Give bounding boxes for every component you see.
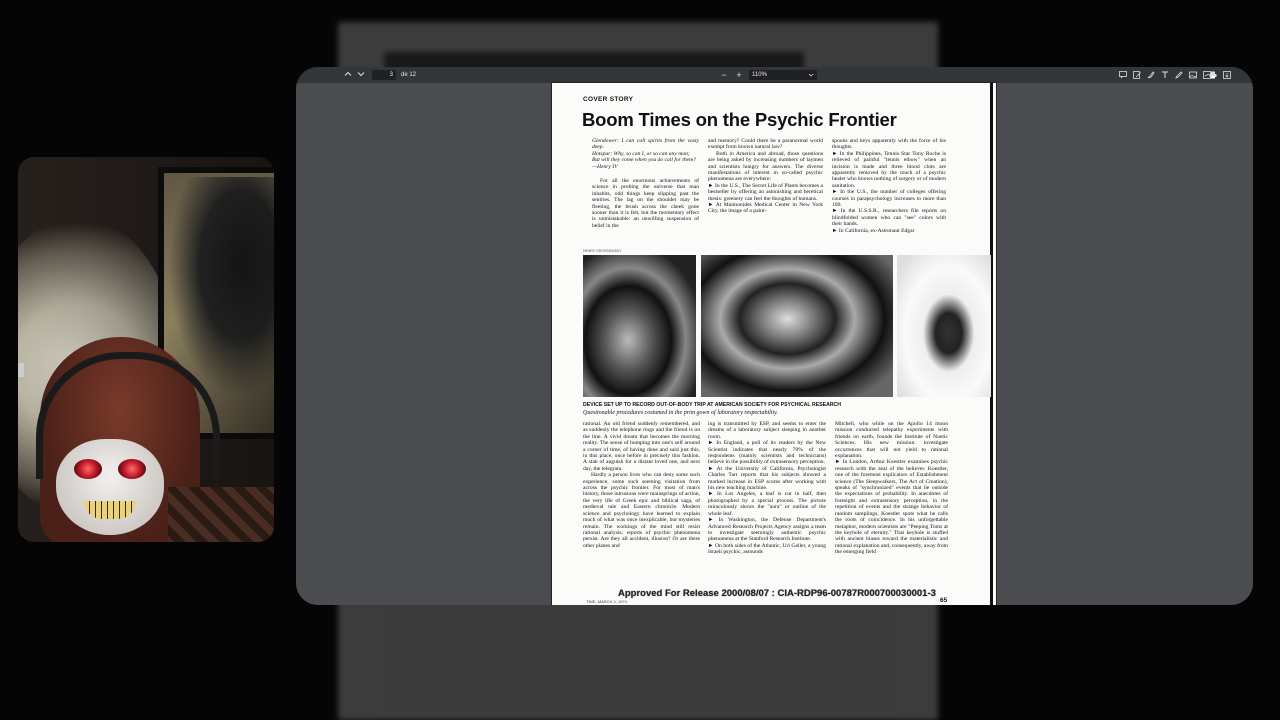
column-1-top [592, 138, 699, 246]
paragraph: rational. An old friend suddenly remembered, and as suddenly the telephone rings and the friend is on the line. A vivid dream that becomes the morning reality. The sense of bumping into one's self around a corner of time, of having done and said just this, in this place, once before in precisely this fashion. A stab of anguish for a distant loved one, and next day, the telegram. [583, 421, 700, 472]
paragraph: ► In Los Angeles, a leaf is cut in half, then photographed by a special process. The picture miraculously shows the "aura" or outline of the whole leaf. [708, 491, 826, 517]
paragraph: ► In England, a poll of its readers by the New Scientist indicates that nearly 70% of the respondents (mainly scientists and technicians) believe in the possibility of extrasensory perception. [708, 440, 826, 466]
zoom-select[interactable] [749, 70, 817, 80]
white-mask [56, 439, 164, 535]
page-total-label: de 12 [401, 72, 417, 78]
epigraph-line: Glendower: I can call spirits from the vasty deep. [592, 138, 699, 151]
photo-caption: Questionable procedures costumed in the prim gown of laboratory respectability. [583, 410, 778, 416]
column-3-bottom [835, 421, 948, 589]
paragraph: ► In the U.S., The Secret Life of Plants becomes a bestseller by offering an astonishing and heretical thesis: greenery can feel the thoughts of humans. [708, 182, 823, 202]
zoom-out-button[interactable]: − [721, 70, 727, 80]
page-number-input[interactable]: 3 [372, 70, 396, 80]
draw-icon[interactable] [1175, 71, 1183, 79]
release-stamp: Approved For Release 2000/08/07 : CIA-RDP96-00787R000700030001-3 [618, 588, 936, 599]
epigraph-line: But will they come when you do call for them? [592, 157, 696, 164]
epigraph-line: Hotspur: Why, so can I, or so can any man; [592, 150, 690, 157]
paragraph: ing is transmitted by ESP, and seems to enter the dreams of a laboratory subject sleeping in another room. [708, 421, 826, 440]
paragraph: ► In London, Arthur Koestler examines psychic research with the zeal of the believer. Koestler, one of the foremost explicators of Establishment science (The Sleepwalkers, The Act of Creation), speaks of "synchronized" events that lie outside the expectations of probability. In anecdotes of foresight and extrasensory perception, in the repetition of events and the strange behavior of random samplings, Koestler spots what he calls the roots of coincidence. In his unforgettable metaphor, modern scientists are "Peeping Toms at the keyhole of eternity." That keyhole is stuffed with ancient biases toward the materialistic and rational explanation and, consequently, away from the emerging field [835, 459, 948, 556]
lab-device-photo [701, 255, 893, 397]
image-icon[interactable] [1189, 71, 1197, 79]
paragraph: ► In the Philippines, Tennis Star Tony Roche is relieved of painful "tennis elbow" when an incision is made and three blood clots are apparently removed by the touch of a psychic healer who knows nothing of surgery or of modern sanitation. [832, 150, 946, 189]
chevron-down-icon [808, 72, 814, 78]
pdf-page [552, 83, 996, 605]
paragraph: ► In California, ex-Astronaut Edgar [832, 227, 915, 234]
plaid-shirt [168, 487, 274, 542]
paragraph: ► In the U.S.S.R., researchers file reports on blindfolded women who can "see" colors with their hands. [832, 208, 946, 228]
lab-photo-woman [583, 255, 696, 397]
zoom-in-button[interactable]: + [736, 70, 742, 80]
column-2-bottom [708, 421, 826, 589]
pdf-toolbar [296, 67, 1253, 83]
chevron-up-icon[interactable] [343, 70, 353, 80]
chevron-down-icon[interactable] [356, 70, 366, 80]
section-kicker: COVER STORY [583, 96, 634, 103]
photo-credit: HENRY GROSSKINSKY [583, 249, 622, 253]
page-number: 65 [940, 597, 948, 604]
paragraph: ► On both sides of the Atlantic, Uri Geller, a young Israeli psychic, astounds [708, 542, 826, 556]
paragraph: ► At Maimonides Medical Center in New York City, the image of a paint- [708, 202, 823, 215]
paragraph: Mitchell, who while on the Apollo 14 moon mission conducted telepathy experiments with friends on earth, founds the Institute of Noetic Sciences. His new mission: investigate occurrences that will not yield to rational explanation. [835, 421, 948, 460]
mask-grin [84, 501, 136, 519]
save-icon[interactable] [1223, 71, 1231, 79]
zoom-value: 110% [752, 72, 767, 78]
pdf-viewer-window [296, 67, 1253, 605]
paragraph: ► At the University of California, Psychologist Charles Tart reports that his subjects showed a marked increase in ESP scores after working with his new teaching machine. [708, 465, 826, 492]
highlight-icon[interactable] [1147, 71, 1155, 79]
paragraph: For all the enormous achievements of science in probing the universe that man inhabits, odd things keep slipping past the sentries. The lag on the shoulder may be fleeting, the brush across the cheek gone sooner than it is felt, but the momentary effect is unmistakable: an unwilling suspension of belief in the [592, 178, 699, 229]
article-headline: Boom Times on the Psychic Frontier [582, 109, 897, 130]
mask-right-eye [118, 459, 146, 479]
column-1-bottom [583, 421, 700, 589]
side-marker-icon [18, 363, 24, 377]
seated-man-photo [897, 255, 991, 397]
comment-icon[interactable] [1119, 71, 1127, 79]
column-2-top [708, 138, 823, 246]
paragraph: Hardly a person lives who can deny some such experience, some such seeming visitation from across the psychic frontier. For most of man's history, those intrusions were mainsprings of action, the very life of Greek epic and biblical saga, of medieval tale and Eastern chronicle. Modern science and psychology have learned to explain much of what was once inexplicable, but mysteries remain. The workings of the mind still resist rational analysis: reports of psychic phenomena persist. Are they all accident, illusion? Or are there other planes and [583, 472, 700, 549]
document-viewport[interactable] [296, 83, 1253, 605]
column-3-top [832, 138, 946, 246]
epigraph-line: —Henry IV [592, 163, 618, 170]
photo-caption-head: DEVICE SET UP TO RECORD OUT-OF-BODY TRIP AT AMERICAN SOCIETY FOR PSYCHICAL RESEARCH [583, 402, 842, 408]
paragraph: and memory? Could there be a paranormal world exempt from known natural law? [708, 138, 823, 151]
paragraph: ► In the U.S., the number of colleges offering courses in parapsychology increases to more than 100. [832, 189, 946, 209]
page-footer: TIME, MARCH 4, 1974 [586, 599, 627, 604]
text-icon[interactable] [1161, 71, 1169, 79]
paragraph: Both in America and abroad, those questions are being asked by increasing numbers of laymen and scientists hungry for answers. The diverse manifestations of interest in so-called psychic phenomena are everywhere: [708, 150, 823, 183]
webcam-feed [18, 157, 274, 542]
mask-left-eye [74, 459, 102, 479]
paragraph: ► In Washington, the Defense Department's Advanced Research Projects Agency assigns a team to investigate seemingly authentic psychic phenomena at the Stanford Research Institute. [708, 517, 826, 543]
paragraph: spoons and keys apparently with the force of his thoughts. [832, 138, 946, 151]
print-icon[interactable] [1209, 71, 1217, 79]
edit-text-icon[interactable] [1133, 71, 1141, 79]
